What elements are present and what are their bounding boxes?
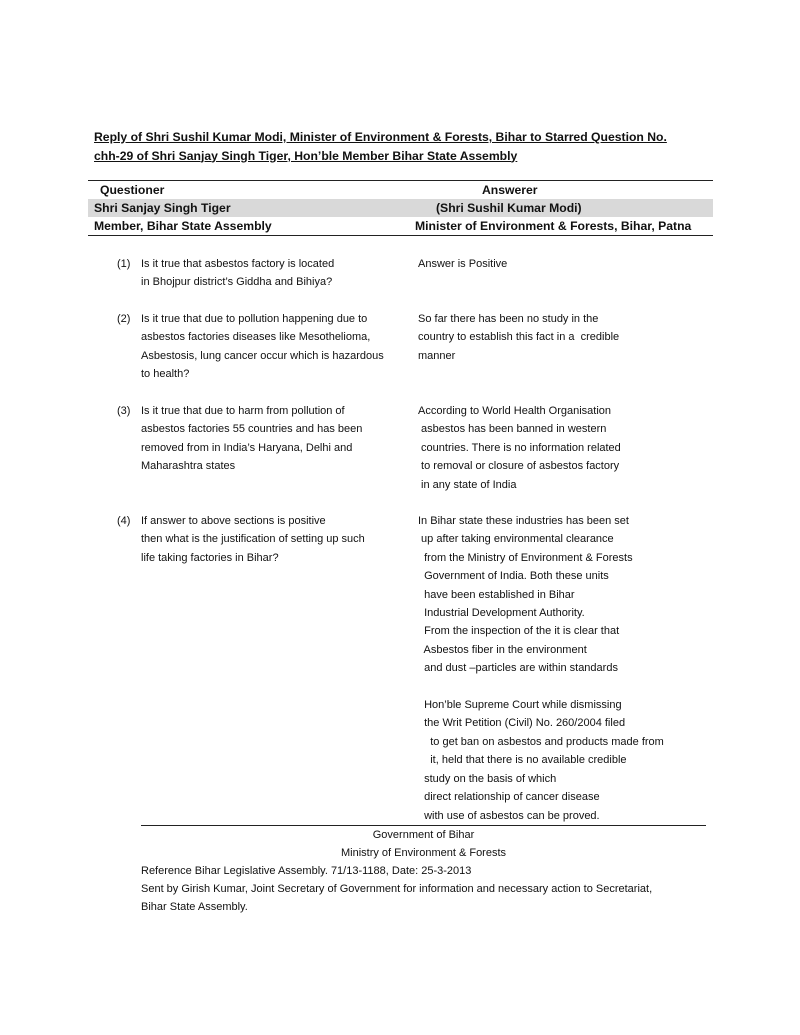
footer-government: Government of Bihar: [372, 829, 475, 841]
footer-sent-by-line-1: Sent by Girish Kumar, Joint Secretary of Government for information and necessary action to Secretariat,: [141, 883, 653, 895]
header-names-row: [88, 199, 713, 217]
answerer-name: (Shri Sushil Kumar Modi): [436, 201, 582, 215]
questioner-role: Member, Bihar State Assembly: [94, 219, 272, 233]
header-labels-row: [88, 181, 713, 199]
question-text: Is it true that due to harm from pollution of asbestos factories 55 countries and has been removed from in India’s Haryana, Delhi and Maharashtra states: [141, 405, 363, 473]
footer-sent-by-line-2: Bihar State Assembly.: [141, 901, 248, 913]
footer-ministry: Ministry of Environment & Forests: [340, 847, 507, 859]
questioner-name: Shri Sanjay Singh Tiger: [94, 201, 231, 215]
item-number: (3): [117, 405, 131, 417]
answer-text: Answer is Positive: [418, 258, 508, 270]
question-text: Is it true that asbestos factory is located in Bhojpur district’s Giddha and Bihiya?: [141, 258, 335, 289]
answer-text: According to World Health Organisation asbestos has been banned in western countries. There is no information related to removal or closure of asbestos factory in any state of India: [418, 405, 621, 491]
answerer-label: Answerer: [482, 183, 538, 197]
document-title: [94, 128, 734, 165]
footer-reference: Reference Bihar Legislative Assembly. 71/13-1188, Date: 25-3-2013: [141, 865, 472, 877]
answer-text: In Bihar state these industries has been set up after taking environmental clearance from the Ministry of Environment & Forests Government of India. Both these units have been established in Bihar Industrial Development Authority. From the inspection of the it is clear that Asbestos fiber in the environment and dust –particles are within standards Hon’ble Supreme Court while dismissing the Writ Petition (Civil) No. 260/2004 filed to get ban on asbestos and products made from it, held that there is no available credible study on the basis of which direct relationship of cancer disease with use of asbestos can be proved.: [418, 515, 664, 822]
header-bottom-rule: [88, 235, 713, 236]
answerer-role: Minister of Environment & Forests, Bihar, Patna: [415, 219, 692, 233]
title-line-2: chh-29 of Shri Sanjay Singh Tiger, Hon’ble Member Bihar State Assembly: [94, 148, 518, 163]
header-roles-row: [88, 217, 713, 235]
item-number: (4): [117, 515, 131, 527]
question-text: Is it true that due to pollution happening due to asbestos factories diseases like Mesothelioma, Asbestosis, lung cancer occur which is hazardous to health?: [141, 313, 384, 381]
title-line-1: Reply of Shri Sushil Kumar Modi, Minister of Environment & Forests, Bihar to Starred Question No.: [94, 130, 667, 144]
questioner-label: Questioner: [100, 183, 165, 197]
item-number: (2): [117, 313, 131, 325]
item-number: (1): [117, 258, 131, 270]
answer-text: So far there has been no study in the country to establish this fact in a credible manner: [418, 313, 620, 362]
question-text: If answer to above sections is positive then what is the justification of setting up such life taking factories in Bihar?: [141, 515, 365, 564]
